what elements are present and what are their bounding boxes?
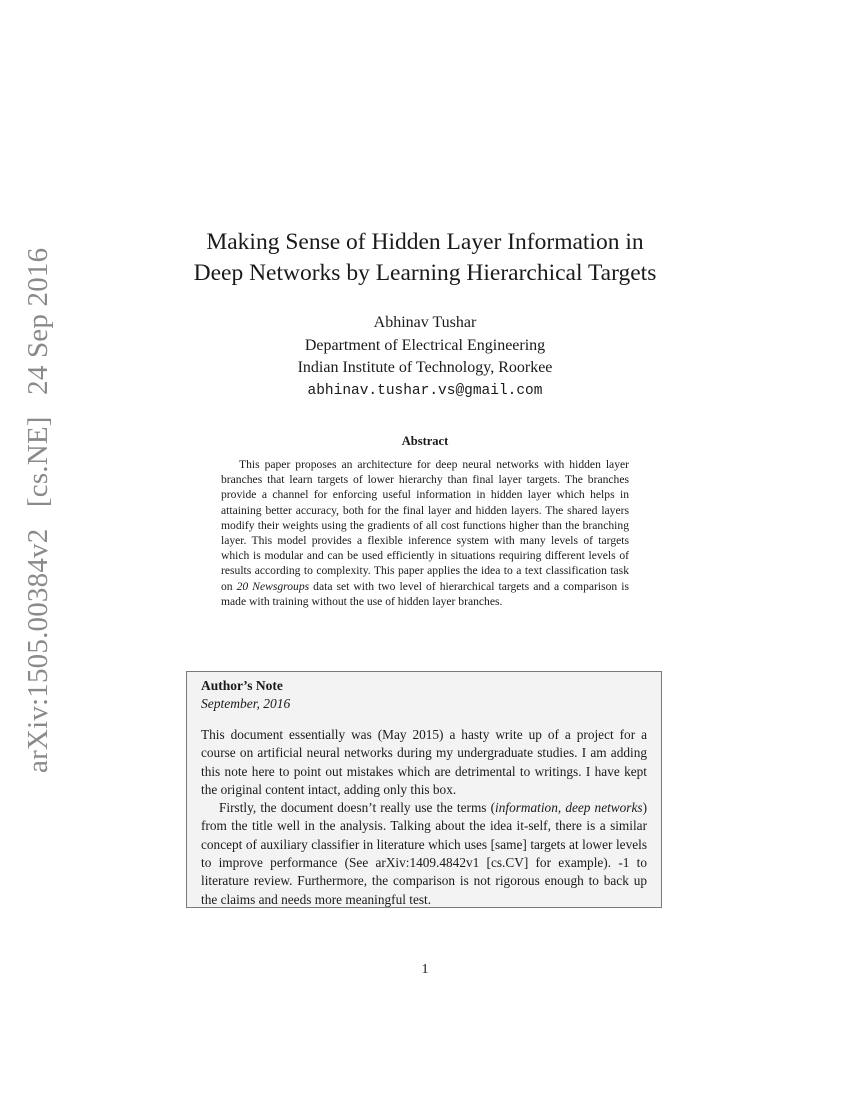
note-p2-text-2: , xyxy=(557,800,566,816)
arxiv-category: [cs.NE] xyxy=(22,416,54,508)
abstract-text-1: This paper proposes an architecture for deep neural networks with hidden layer branches that learn targets of lower hierarchy than final layer targets. The branches provide a channel for enforcing useful information in hidden layer which helps in attaining better accuracy, both for the final layer and hidden layers. The shared layers modify their weights using the gradients of all cost functions higher than the branching layer. This model provides a flexible inference system with many levels of targets which is modular and can be used efficiently in situations requiring different levels of results according to complexity. This paper applies the idea to a text classification task on xyxy=(221,458,629,593)
title-line-1: Making Sense of Hidden Layer Information in xyxy=(206,229,644,255)
note-p2-term-deep-networks: deep networks xyxy=(565,800,643,816)
arxiv-id: arXiv:1505.00384v2 xyxy=(22,528,54,773)
abstract-body xyxy=(221,457,629,609)
authors-note-paragraph-1: This document essentially was (May 2015) a hasty write up of a project for a course on artificial neural networks during my undergraduate studies. I am adding this note here to point out mistakes which are detrimental to writings. I have kept the original content intact, adding only this box. xyxy=(201,727,647,797)
abstract-dataset-name: 20 Newsgroups xyxy=(236,579,310,593)
authors-note-date: September, 2016 xyxy=(201,696,291,711)
note-p2-term-information: information xyxy=(495,800,558,816)
page-number: 1 xyxy=(421,962,429,977)
author-block xyxy=(200,312,650,402)
arxiv-stamp xyxy=(14,247,62,773)
author-institute: Indian Institute of Technology, Roorkee xyxy=(297,359,553,376)
authors-note-paragraph-2 xyxy=(201,799,647,909)
note-p2-text-3: ) from the title well in the analysis. Talking about the idea it-self, there is a similar concept of auxiliary classifier in literature which uses [same] targets at lower levels to improve performance (See arXiv:1409.4842v1 [cs.CV] for example). -1 to literature review. Furthermore, the comparison is not rigorous enough to back up the claims and needs more meaningful test. xyxy=(201,800,647,907)
author-name: Abhinav Tushar xyxy=(373,314,477,331)
abstract-heading: Abstract xyxy=(401,434,449,448)
title-line-2: Deep Networks by Learning Hierarchical Targets xyxy=(193,260,657,286)
author-email: abhinav.tushar.vs@gmail.com xyxy=(307,382,543,399)
author-department: Department of Electrical Engineering xyxy=(304,336,546,354)
abstract-text-2: data set with two level of hierarchical targets and a comparison is made with training without the use of hidden layer branches. xyxy=(221,579,629,608)
authors-note-box xyxy=(186,671,662,908)
authors-note-title: Author’s Note xyxy=(201,678,283,693)
paper-title xyxy=(150,227,700,289)
note-p2-text-1: Firstly, the document doesn’t really use the terms ( xyxy=(219,800,496,816)
arxiv-date: 24 Sep 2016 xyxy=(22,247,54,395)
